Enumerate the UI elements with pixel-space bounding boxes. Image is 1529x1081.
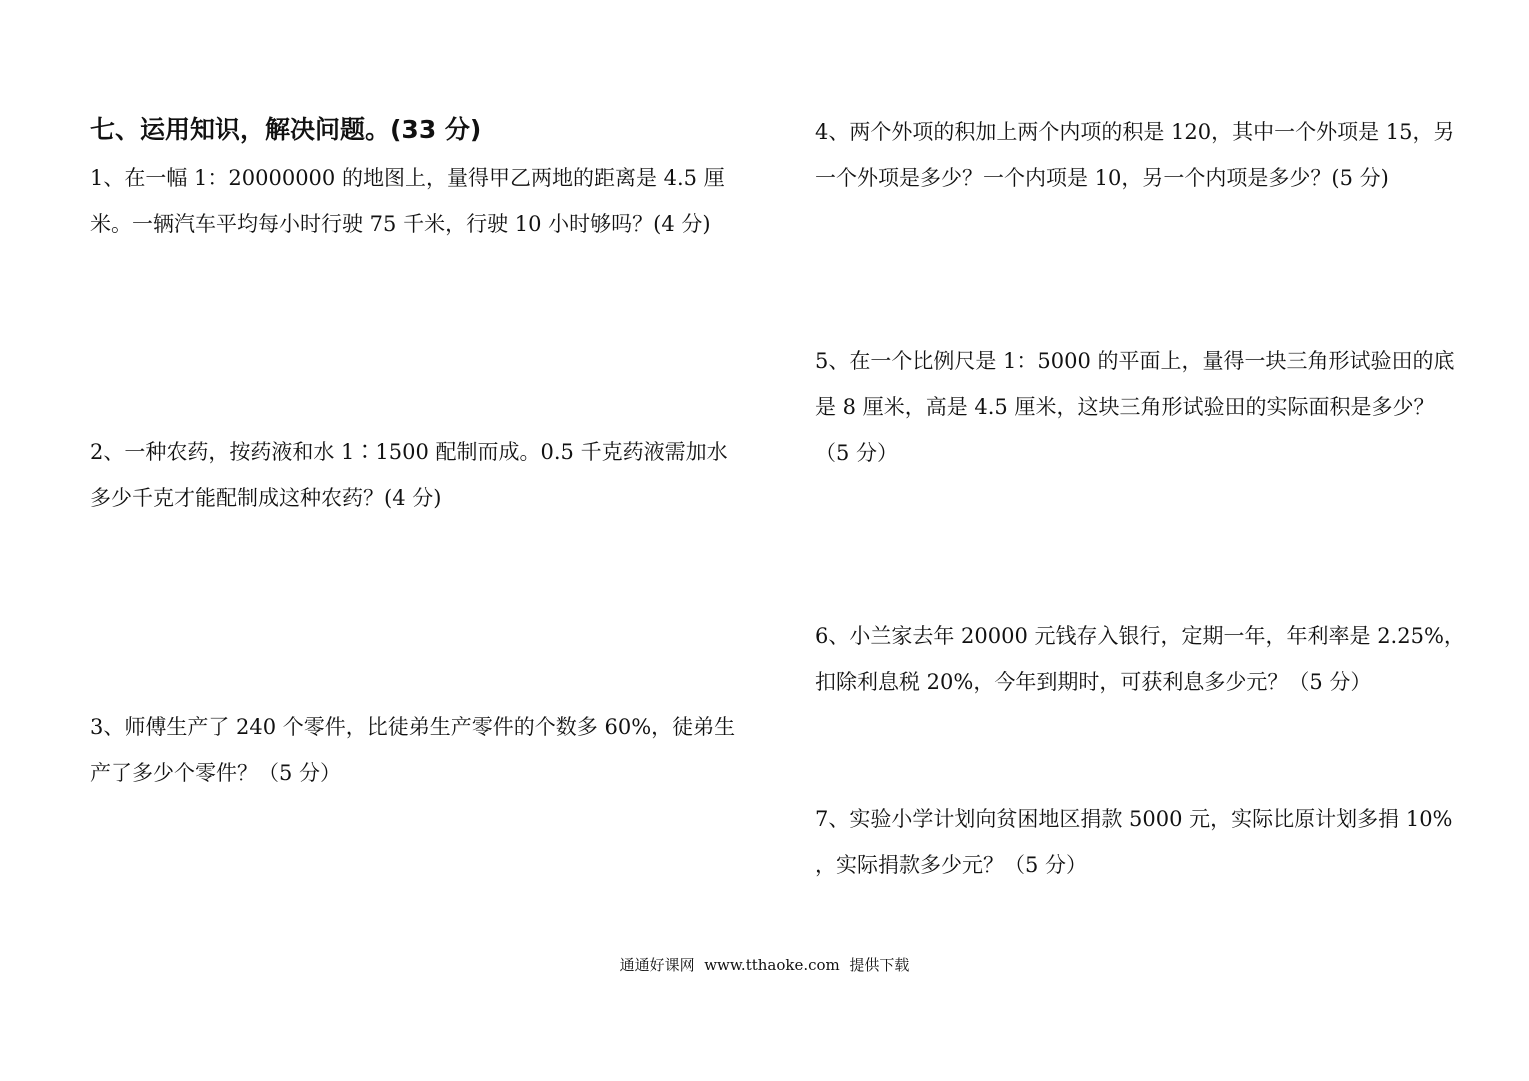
footer-source: 通通好课网 www.tthaoke.com 提供下载 xyxy=(619,956,910,974)
section-title: 七、运用知识，解决问题。(33 分) xyxy=(90,115,482,144)
question-6: 6、小兰家去年 20000 元钱存入银行，定期一年，年利率是 2.25%，扣除利息税 20%，今年到期时，可获利息多少元？（5 分） xyxy=(815,624,1465,694)
question-5: 5、在一个比例尺是 1：5000 的平面上，量得一块三角形试验田的底是 8 厘米，高是 4.5 厘米，这块三角形试验田的实际面积是多少？（5 分） xyxy=(815,349,1455,465)
question-2: 2、一种农药，按药液和水 1∶1500 配制而成。0.5 千克药液需加水多少千克才能配制成这种农药？(4 分) xyxy=(90,440,728,510)
question-1: 1、在一幅 1：20000000 的地图上，量得甲乙两地的距离是 4.5 厘米。一辆汽车平均每小时行驶 75 千米，行驶 10 小时够吗？(4 分) xyxy=(90,166,725,236)
question-7: 7、实验小学计划向贫困地区捐款 5000 元，实际比原计划多捐 10% ，实际捐款多少元？（5 分） xyxy=(815,807,1453,877)
question-3: 3、师傅生产了 240 个零件，比徒弟生产零件的个数多 60%，徒弟生产了多少个零件？（5 分） xyxy=(90,715,736,785)
question-4: 4、两个外项的积加上两个内项的积是 120，其中一个外项是 15，另一个外项是多少？一个内项是 10，另一个内项是多少？(5 分) xyxy=(815,120,1455,190)
